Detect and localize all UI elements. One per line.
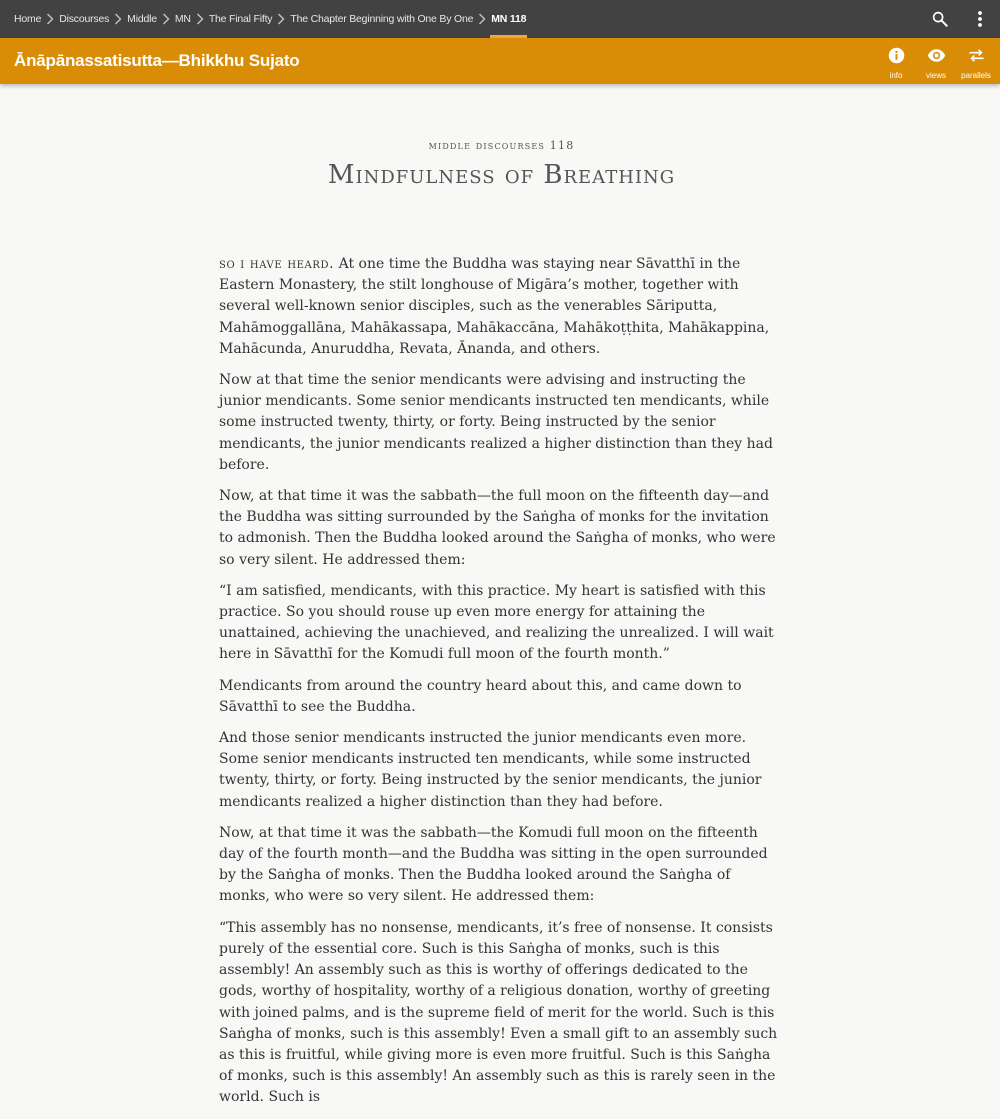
article-body (219, 254, 784, 1109)
chevron-right-icon (473, 0, 491, 38)
paragraph: And those senior mendicants instructed the junior mendicants even more. Some senior mendicants instructed ten mendicants, while some instructed twenty, thirty, or forty. Being instructed by the senior mendicants, the junior mendicants realized a higher distinction than they had before. (219, 730, 762, 810)
breadcrumb (0, 0, 526, 38)
info-button[interactable] (876, 38, 916, 84)
info-label: info (889, 71, 903, 80)
article (219, 84, 784, 1119)
top-actions (920, 0, 1000, 38)
chevron-right-icon (109, 0, 127, 38)
search-icon[interactable] (920, 0, 960, 38)
header-actions (876, 38, 996, 84)
swap-horiz-icon (968, 47, 985, 69)
chevron-right-icon (157, 0, 175, 38)
views-button[interactable] (916, 38, 956, 84)
paragraph: Mendicants from around the country heard about this, and came down to Sāvatthī to see the Buddha. (219, 677, 742, 715)
chevron-right-icon (191, 0, 209, 38)
parallels-label: parallels (961, 71, 991, 80)
breadcrumb-home[interactable]: Home (14, 13, 42, 25)
top-navigation-bar (0, 0, 1000, 38)
title-bar (0, 38, 1000, 84)
breadcrumb-mn[interactable]: MN (174, 13, 191, 25)
paragraph: “This assembly has no nonsense, mendicants, it’s free of nonsense. It consists purely of the essential core. Such is this Saṅgha of monks, such is this assembly! An assembly such as this is worthy of offerings dedicated to the gods, worthy of hospitality, worthy of a religious donation, worthy of greeting with joined palms, and is the supreme field of merit for the world. Such is this Saṅgha of monks, such is this assembly! Even a small gift to an assembly such as this is fruitful, while giving more is even more fruitful. Such is this Saṅgha of monks, such is this assembly! An assembly such as this is rarely seen in the world. Such is (219, 919, 778, 1106)
division-heading: middle discourses 118 (428, 139, 575, 152)
breadcrumb-discourses[interactable]: Discourses (59, 13, 110, 25)
parallels-button[interactable] (956, 38, 996, 84)
paragraph: Now, at that time it was the sabbath—the full moon on the fifteenth day—and the Buddha was sitting surrounded by the Saṅgha of monks for the invitation to admonish. Then the Buddha looked around the Saṅgha of monks, who were so very silent. He addressed them: (219, 488, 776, 568)
evam-opening: so i have heard. (219, 256, 335, 272)
paragraph (219, 254, 784, 360)
breadcrumb-middle[interactable]: Middle (127, 13, 157, 25)
page-title: Mindfulness of Breathing (327, 160, 676, 190)
page-header-title: Ānāpānassatisutta—Bhikkhu Sujato (14, 51, 300, 70)
paragraph: “I am satisfied, mendicants, with this practice. My heart is satisfied with this practice. So you should rouse up even more energy for attaining the unattained, achieving the unachieved, and realizing the unrealized. I will wait here in Sāvatthī for the Komudi full moon of the fourth month.” (219, 582, 774, 663)
chevron-right-icon (272, 0, 290, 38)
eye-icon (927, 47, 946, 69)
breadcrumb-final-fifty[interactable]: The Final Fifty (208, 13, 273, 25)
info-icon (888, 47, 905, 69)
paragraph: Now, at that time it was the sabbath—the Komudi full moon on the fifteenth day of the fourth month—and the Buddha was sitting in the open surrounded by the Saṅgha of monks. Then the Buddha looked around the Saṅgha of monks, who were so very silent. He addressed them: (219, 824, 768, 905)
chevron-right-icon (41, 0, 59, 38)
more-vert-icon[interactable] (960, 0, 1000, 38)
breadcrumb-current[interactable]: MN 118 (491, 0, 526, 38)
paragraph: Now at that time the senior mendicants were advising and instructing the junior mendicants. Some senior mendicants instructed ten mendicants, while some instructed twenty, thirty, or forty. Being instructed by the senior mendicants, the junior mendicants realized a higher distinction than they had before. (219, 372, 773, 473)
breadcrumb-chapter[interactable]: The Chapter Beginning with One By One (290, 13, 474, 25)
paragraph-text: At one time the Buddha was staying near Sāvatthī in the Eastern Monastery, the stilt longhouse of Migāra’s mother, together with several well-known senior disciples, such as the venerables Sāriputta, Mahāmoggallāna, Mahākassapa, Mahākaccāna, Mahākoṭṭhita, Mahākappina, Mahācunda, Anuruddha, Revata, Ānanda, and others. (219, 256, 770, 357)
views-label: views (925, 71, 946, 80)
